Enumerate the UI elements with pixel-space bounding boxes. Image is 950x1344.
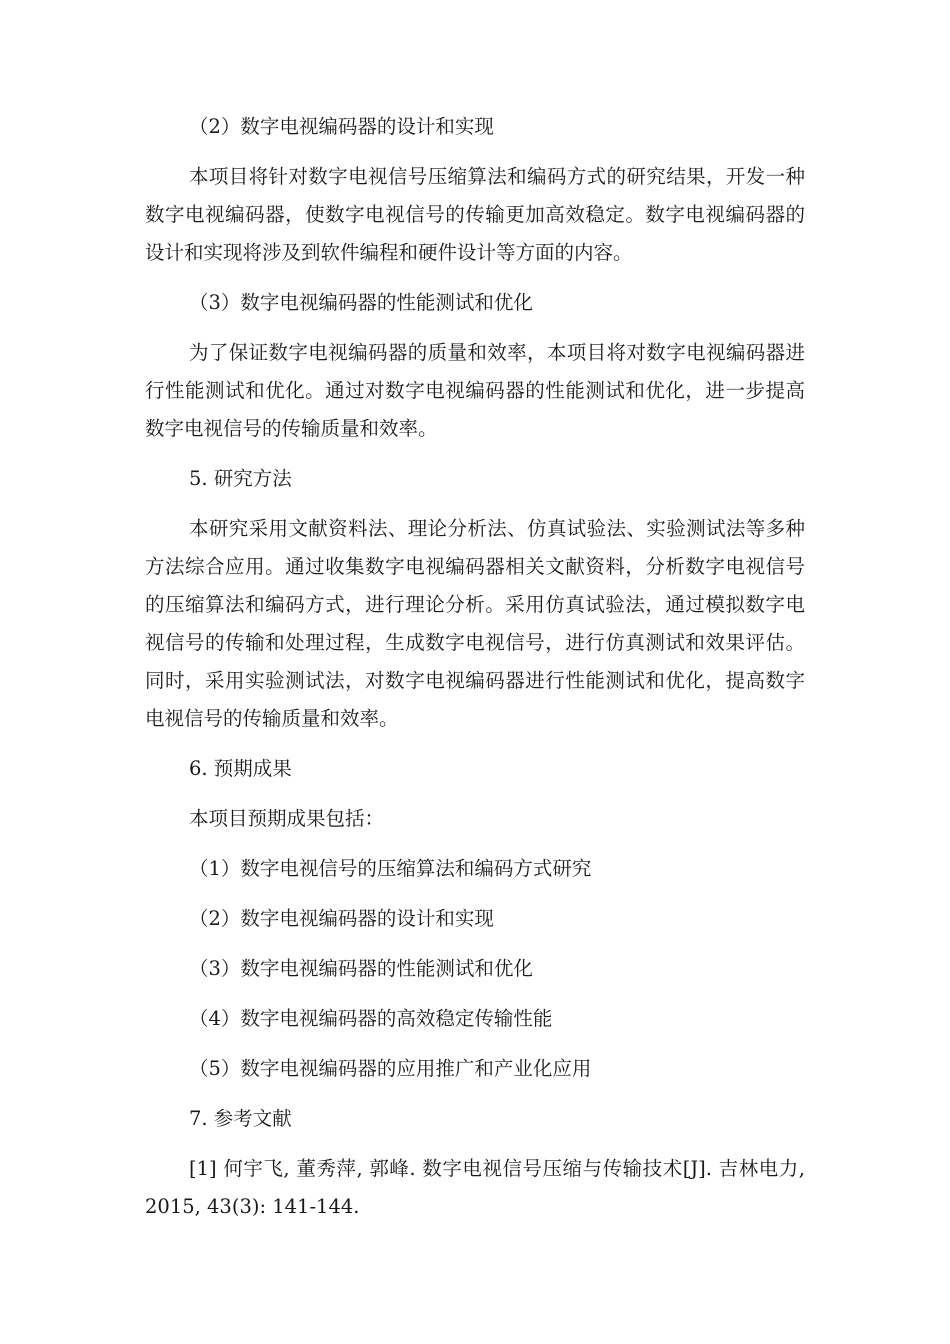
reference-item-1: [1] 何宇飞, 董秀萍, 郭峰. 数字电视信号压缩与传输技术[J]. 吉林电力, 2015, 43(3): 141-144. — [145, 1157, 805, 1218]
section-7-heading: 7. 参考文献 — [189, 1107, 292, 1130]
outcome-item-3: （3）数字电视编码器的性能测试和优化 — [189, 957, 533, 980]
outcome-item-4: （4）数字电视编码器的高效稳定传输性能 — [189, 1007, 553, 1030]
outcome-item-5: （5）数字电视编码器的应用推广和产业化应用 — [189, 1057, 592, 1080]
subsection-2-heading: （2）数字电视编码器的设计和实现 — [189, 115, 494, 138]
section-6-intro: 本项目预期成果包括： — [189, 807, 385, 830]
subsection-2-body: 本项目将针对数字电视信号压缩算法和编码方式的研究结果，开发一种数字电视编码器，使数字电视信号的传输更加高效稳定。数字电视编码器的设计和实现将涉及到软件编程和硬件设计等方面的内容。 — [145, 165, 805, 264]
section-5-heading: 5. 研究方法 — [189, 467, 292, 490]
outcome-item-2: （2）数字电视编码器的设计和实现 — [189, 907, 494, 930]
subsection-3-heading: （3）数字电视编码器的性能测试和优化 — [189, 291, 533, 314]
outcome-item-1: （1）数字电视信号的压缩算法和编码方式研究 — [189, 857, 592, 880]
subsection-3-body: 为了保证数字电视编码器的质量和效率，本项目将对数字电视编码器进行性能测试和优化。通过对数字电视编码器的性能测试和优化，进一步提高数字电视信号的传输质量和效率。 — [145, 341, 805, 440]
document-page — [145, 108, 805, 1238]
section-6-heading: 6. 预期成果 — [189, 757, 292, 780]
section-5-body: 本研究采用文献资料法、理论分析法、仿真试验法、实验测试法等多种方法综合应用。通过收集数字电视编码器相关文献资料，分析数字电视信号的压缩算法和编码方式，进行理论分析。采用仿真试验法，通过模拟数字电视信号的传输和处理过程，生成数字电视信号，进行仿真测试和效果评估。同时，采用实验测试法，对数字电视编码器进行性能测试和优化，提高数字电视信号的传输质量和效率。 — [145, 517, 805, 730]
